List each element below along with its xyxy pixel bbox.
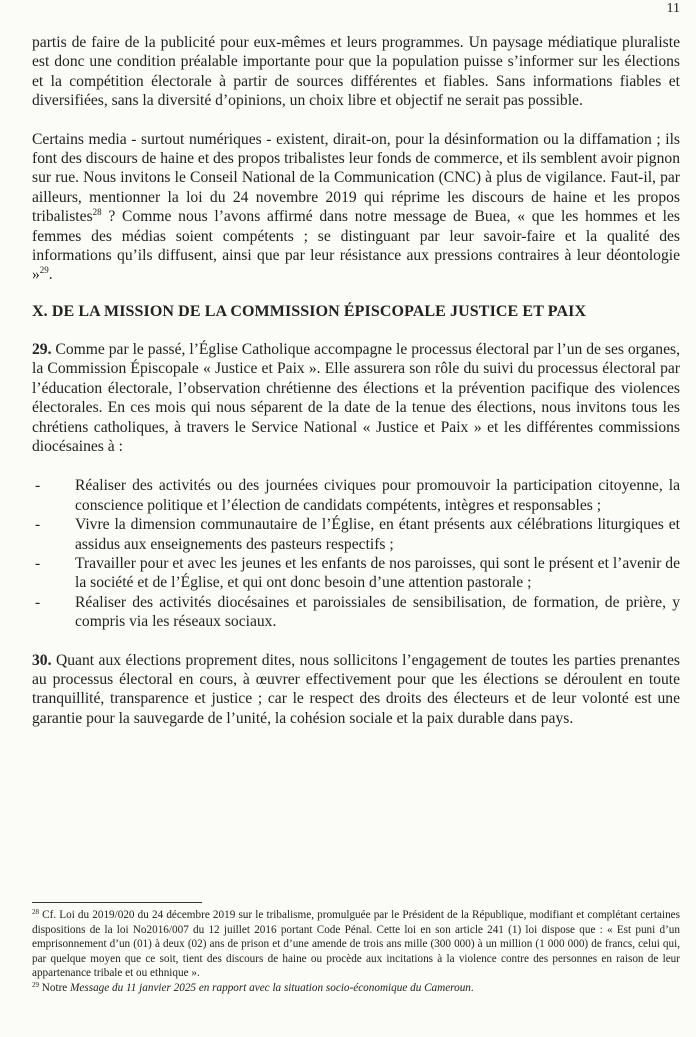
footnotes [32, 908, 680, 996]
paragraph-media-text-a: Certains media - surtout numériques - existent, dirait-on, pour la désinformation ou la diffamation ; ils font des discours de haine et des propos tribalistes leur fonds de commerce, et ils semblent avoir pignon sur rue. Nous invitons le Conseil National de la Communication (CNC) à plus de vigilance. Faut-il, par ailleurs, mentionner la loi du 24 novembre 2019 qui réprime les discours de haine et les propos tribalistes [32, 130, 680, 226]
list-item [32, 476, 680, 515]
footnote-divider [32, 902, 202, 903]
paragraph-29-text: Comme par le passé, l’Église Catholique accompagne le processus électoral par l’un de ses organes, la Commission Épiscopale « Justice et Paix ». Elle assurera son rôle du suivi du processus électoral par l’éducation électorale, l’observation chrétienne des élections et la prévention pacifique des violences électorales. En ces mois qui nous séparent de la date de la tenue des élections, nous invitons tous les chrétiens catholiques, à travers le Service National « Justice et Paix » et les différentes commissions diocésaines à : [32, 340, 680, 455]
body-text [32, 33, 680, 728]
footnote-28 [32, 908, 680, 981]
footnote-29-title: Message du 11 janvier 2025 en rapport avec la situation socio-économique du Cameroun [70, 981, 471, 994]
bullet-dash: - [35, 477, 41, 495]
footnote-ref-29[interactable]: 29 [39, 265, 49, 276]
page-number: 11 [666, 1, 680, 16]
action-list [32, 476, 680, 631]
paragraph-media-text-b: ? Comme nous l’avons affirmé dans notre message de Buea, « que les hommes et les femmes des médias soient compétents ; se distinguant par leur savoir-faire et la qualité des informations qu’ils diffusent, ainsi que par leur résistance aux pressions contraires à leur déontologie » [32, 208, 680, 284]
paragraph-intro: partis de faire de la publicité pour eux-mêmes et leurs programmes. Un paysage médiatique pluraliste est donc une condition préalable importante pour que la population puisse s’informer sur les élections et la compétition électorale à partir de sources différentes et fiables. Sans informations fiables et diversifiées, sans la diversité d’opinions, un choix libre et objectif ne serait pas possible. [32, 34, 680, 110]
list-item [32, 515, 680, 554]
list-item [32, 554, 680, 593]
paragraph-29-number: 29. [32, 340, 52, 358]
footnote-28-marker: 28 [32, 908, 39, 916]
paragraph-30-number: 30. [32, 651, 52, 669]
footnote-28-text: Cf. Loi du 2019/020 du 24 décembre 2019 sur le tribalisme, promulguée par le Président de la République, modifiant et complétant certaines dispositions de la loi No2016/007 du 12 juillet 2016 portant Code Pénal. Cette loi en son article 241 (1) loi dispose que : « Est puni d’un emprisonnement d’un (01) à deux (02) ans de prison et d’une amende de trois ans mille (300 000) à un million (1 000 000) de francs, celui qui, par quelque moyen que ce soit, tient des discours de haine ou procède aux incitations à la violence contre des personnes en raison de leur appartenance tribale et ou ethnique ». [32, 909, 680, 980]
footnote-29 [32, 981, 680, 996]
footnote-29-marker: 29 [32, 980, 39, 989]
paragraph-30 [32, 651, 680, 729]
footnote-29-lead: Notre [39, 981, 71, 994]
bullet-dash: - [35, 593, 41, 611]
section-heading: X. DE LA MISSION DE LA COMMISSION ÉPISCOPALE JUSTICE ET PAIX [32, 302, 587, 320]
list-item-text: Réaliser des activités ou des journées civiques pour promouvoir la participation citoyenne, la conscience politique et l’élection de candidats compétents, intègres et responsables ; [75, 477, 680, 514]
list-item [32, 593, 680, 632]
footnote-29-tail: . [470, 981, 474, 994]
list-item-text: Vivre la dimension communautaire de l’Église, en étant présents aux célébrations liturgiques et assidus aux enseignements des pasteurs respectifs ; [75, 516, 680, 553]
footnote-ref-28[interactable]: 28 [92, 207, 102, 218]
bullet-dash: - [35, 554, 41, 572]
bullet-dash: - [35, 516, 41, 534]
paragraph-29 [32, 340, 680, 456]
list-item-text: Travailler pour et avec les jeunes et les enfants de nos paroisses, qui sont le présent et l’avenir de la société et de l’Église, et qui ont donc besoin d’une attention pastorale ; [75, 554, 680, 592]
paragraph-media [32, 130, 680, 285]
paragraph-media-text-c: . [48, 266, 53, 284]
list-item-text: Réaliser des activités diocésaines et paroissiales de sensibilisation, de formation, de prière, y compris via les réseaux sociaux. [75, 593, 680, 631]
paragraph-30-text: Quant aux élections proprement dites, nous sollicitons l’engagement de toutes les parties prenantes au processus électoral en cours, à œuvrer effectivement pour que les élections se déroulent en toute tranquillité, transparence et justice ; car le respect des droits des électeurs et de leur volonté est une garantie pour la sauvegarde de l’unité, la cohésion sociale et la paix durable dans pays. [32, 651, 680, 727]
